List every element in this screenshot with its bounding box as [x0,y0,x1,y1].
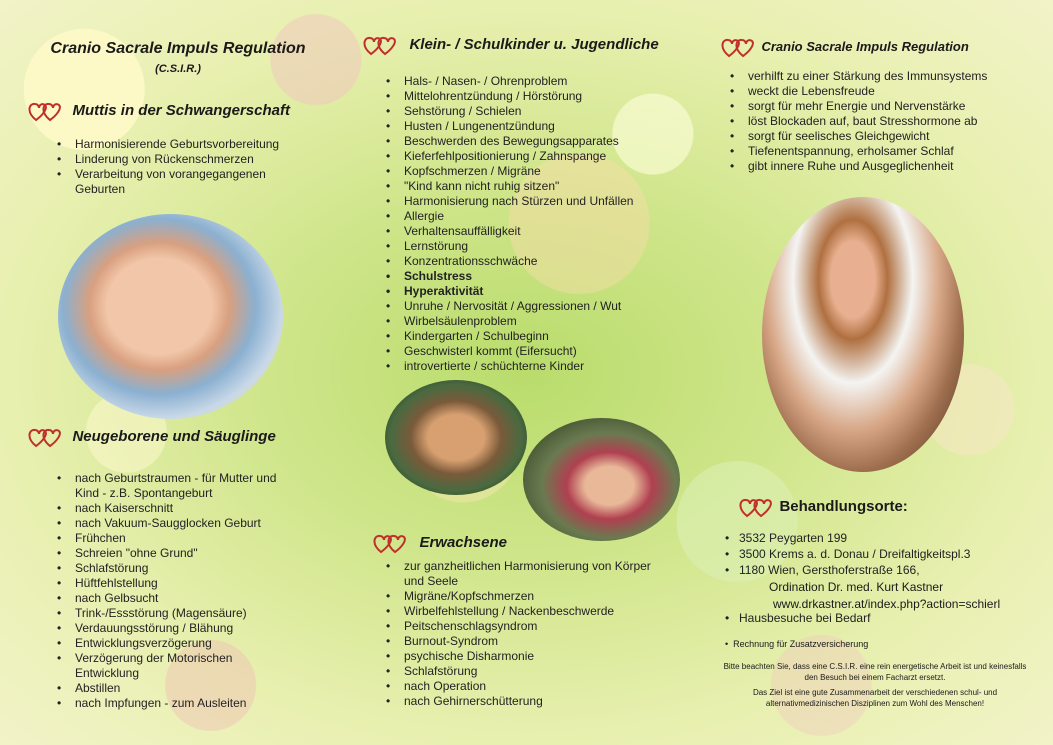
hearts-icon [373,532,409,554]
disclaimer-1: Bitte beachten Sie, dass eine C.S.I.R. eine rein energetische Arbeit ist und keinesfalls den Besuch bei einem Facharzt ersetzt. [723,662,1027,682]
section-heading: Erwachsene [419,534,507,552]
list-item: • Wirbelsäulenproblem [384,314,684,329]
location-url[interactable]: www.drkastner.at/index.php?action=schierl [773,597,1001,611]
list-item: • nach Gelbsucht [55,591,295,606]
teen-photo [385,380,527,495]
list-item: • Harmonisierung nach Stürzen und Unfällen [384,194,684,209]
list-item: • Schlafstörung [384,664,674,679]
list-item: • Lernstörung [384,239,684,254]
pregnancy-list [55,137,285,197]
list-item: • nach Impfungen - zum Ausleiten [55,696,295,711]
list-item: • weckt die Lebensfreude [728,84,1028,99]
list-item: • "Kind kann nicht ruhig sitzen" [384,179,684,194]
list-item: • 3500 Krems a. d. Donau / Dreifaltigkeitspl.3 [723,546,1043,562]
list-item: • Wirbelfehlstellung / Nackenbeschwerde [384,604,674,619]
home-visit-list [723,611,1043,626]
list-item: • Sehstörung / Schielen [384,104,684,119]
list-item: • Kindergarten / Schulbeginn [384,329,684,344]
list-item: • Konzentrationsschwäche [384,254,684,269]
list-item: • zur ganzheitlichen Harmonisierung von Körper und Seele [384,559,674,589]
baby-photo [58,214,283,419]
list-item: • gibt innere Ruhe und Ausgeglichenheit [728,159,1028,174]
main-title: Cranio Sacrale Impuls Regulation [50,40,306,57]
list-item: • introvertierte / schüchterne Kinder [384,359,684,374]
disclaimer-2: Das Ziel ist eine gute Zusammenarbeit der verschiedenen schul- und alternativmedizinischen Disziplinen zum Wohl des Menschen! [752,688,998,708]
section-newborn-header [28,426,276,448]
list-item: • Hüftfehlstellung [55,576,295,591]
hearts-icon [739,496,775,518]
invoice-note: • Rechnung für Zusatzversicherung [725,639,869,649]
list-item: • Husten / Lungenentzündung [384,119,684,134]
list-item: • Schlafstörung [55,561,295,576]
list-item: • Entwicklungsverzögerung [55,636,295,651]
section-locations-header [739,496,908,518]
hearts-icon [28,426,64,448]
list-item: • sorgt für mehr Energie und Nervenstärke [728,99,1028,114]
list-item: • Peitschenschlagsyndrom [384,619,674,634]
list-item: • Verhaltensauffälligkeit [384,224,684,239]
list-item: • verhilft zu einer Stärkung des Immunsystems [728,69,1028,84]
list-item: • Schulstress [384,269,684,284]
list-item: • nach Operation [384,679,674,694]
list-item: • Hyperaktivität [384,284,684,299]
list-item: • Frühchen [55,531,295,546]
hearts-icon [28,100,64,122]
list-item: • nach Geburtstraumen - für Mutter und Kind - z.B. Spontangeburt [55,471,295,501]
list-item: • sorgt für seelisches Gleichgewicht [728,129,1028,144]
hearts-icon [721,36,757,58]
section-heading: Behandlungsorte: [779,498,908,516]
list-item: • Migräne/Kopfschmerzen [384,589,674,604]
therapist-photo [762,197,964,472]
list-item: • Burnout-Syndrom [384,634,674,649]
main-subtitle: (C.S.I.R.) [155,63,201,75]
list-item: • Harmonisierende Geburtsvorbereitung [55,137,285,152]
section-heading: Muttis in der Schwangerschaft [72,102,290,120]
list-item: • Verdauungsstörung / Blähung [55,621,295,636]
list-item: • löst Blockaden auf, baut Stresshormone ab [728,114,1028,129]
list-item: • Hals- / Nasen- / Ohrenproblem [384,74,684,89]
list-item: • Trink-/Essstörung (Magensäure) [55,606,295,621]
list-item: • 3532 Peygarten 199 [723,530,1043,546]
hearts-icon [363,34,399,56]
home-visit-item: • Hausbesuche bei Bedarf [723,611,1043,626]
list-item: • Mittelohrentzündung / Hörstörung [384,89,684,104]
adults-list [384,559,674,709]
list-item: • Verzögerung der Motorischen Entwicklung [55,651,295,681]
list-item: • Unruhe / Nervosität / Aggressionen / Wut [384,299,684,314]
benefits-list [728,69,1028,174]
section-heading: Cranio Sacrale Impuls Regulation [761,39,969,55]
children-list [384,74,684,374]
list-item: • Kopfschmerzen / Migräne [384,164,684,179]
list-item: • Tiefenentspannung, erholsamer Schlaf [728,144,1028,159]
list-item: • psychische Disharmonie [384,649,674,664]
list-item: • nach Gehirnerschütterung [384,694,674,709]
list-item: • Allergie [384,209,684,224]
list-item: • 1180 Wien, Gersthoferstraße 166, [723,562,1043,578]
section-adults-header [373,532,507,554]
children-photo [523,418,680,541]
section-pregnancy-header [28,100,290,122]
section-heading: Neugeborene und Säuglinge [72,428,276,446]
section-children-header [363,34,659,56]
list-item: • Abstillen [55,681,295,696]
list-item: • Geschwisterl kommt (Eifersucht) [384,344,684,359]
location-doctor: Ordination Dr. med. Kurt Kastner [769,580,944,594]
newborn-list [55,471,295,711]
list-item: • Beschwerden des Bewegungsapparates [384,134,684,149]
section-benefits-header [721,36,969,58]
list-item: • Schreien "ohne Grund" [55,546,295,561]
list-item: • Verarbeitung von vorangegangenen Geburten [55,167,285,197]
locations-list [723,530,1043,578]
list-item: • nach Vakuum-Saugglocken Geburt [55,516,295,531]
list-item: • Linderung von Rückenschmerzen [55,152,285,167]
section-heading: Klein- / Schulkinder u. Jugendliche [409,36,659,54]
list-item: • nach Kaiserschnitt [55,501,295,516]
list-item: • Kieferfehlpositionierung / Zahnspange [384,149,684,164]
